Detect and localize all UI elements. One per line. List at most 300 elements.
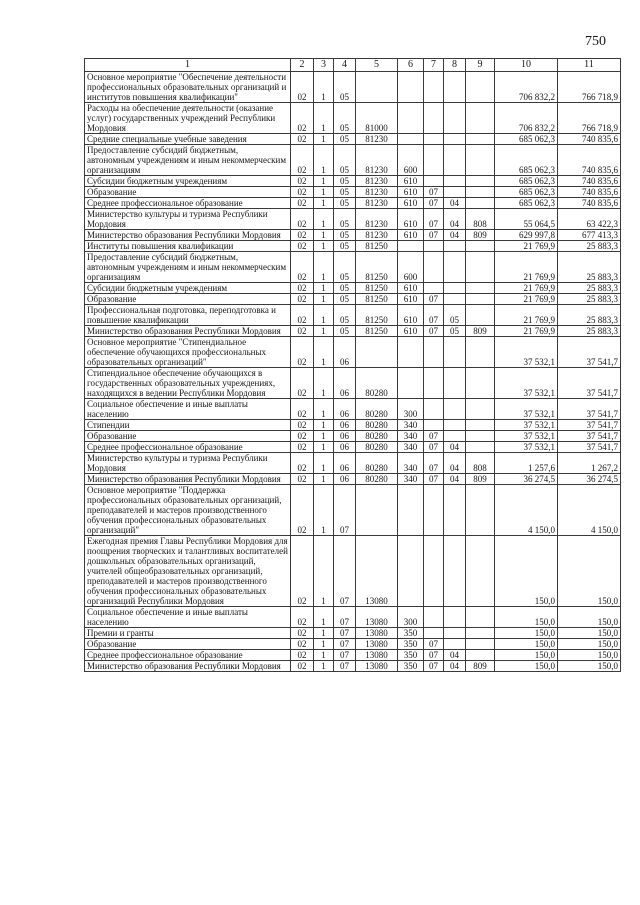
code-cell: 610 xyxy=(398,187,424,198)
code-cell: 07 xyxy=(424,431,444,442)
code-cell: 81250 xyxy=(356,252,398,283)
table-row xyxy=(85,198,621,209)
code-cell: 07 xyxy=(334,661,356,672)
table-row xyxy=(85,536,621,607)
code-cell: 1 xyxy=(314,326,334,337)
code-cell: 02 xyxy=(291,420,314,431)
amount-cell: 25 883,3 xyxy=(558,294,621,305)
code-cell: 80280 xyxy=(356,453,398,474)
amount-cell: 706 832,2 xyxy=(495,103,558,134)
table-row xyxy=(85,607,621,628)
code-cell: 809 xyxy=(466,230,495,241)
amount-cell: 37 541,7 xyxy=(558,442,621,453)
code-cell: 1 xyxy=(314,103,334,134)
amount-cell: 685 062,3 xyxy=(495,198,558,209)
amount-cell: 685 062,3 xyxy=(495,134,558,145)
code-cell: 81230 xyxy=(356,198,398,209)
row-name: Субсидии бюджетным учреждениям xyxy=(85,283,291,294)
code-cell: 1 xyxy=(314,241,334,252)
code-cell: 1 xyxy=(314,337,334,368)
table-row xyxy=(85,420,621,431)
table-row xyxy=(85,442,621,453)
code-cell xyxy=(444,485,466,536)
code-cell: 1 xyxy=(314,474,334,485)
table-row xyxy=(85,326,621,337)
code-cell: 80280 xyxy=(356,474,398,485)
code-cell: 610 xyxy=(398,209,424,230)
code-cell xyxy=(424,145,444,176)
code-cell: 600 xyxy=(398,252,424,283)
table-row xyxy=(85,485,621,536)
code-cell xyxy=(466,442,495,453)
code-cell: 1 xyxy=(314,661,334,672)
code-cell: 02 xyxy=(291,650,314,661)
code-cell: 07 xyxy=(424,294,444,305)
code-cell xyxy=(466,420,495,431)
column-header: 8 xyxy=(444,59,466,72)
table-row xyxy=(85,176,621,187)
code-cell: 610 xyxy=(398,198,424,209)
amount-cell: 150,0 xyxy=(558,639,621,650)
amount-cell: 37 532,1 xyxy=(495,442,558,453)
table-row xyxy=(85,368,621,399)
code-cell xyxy=(466,145,495,176)
amount-cell: 21 769,9 xyxy=(495,241,558,252)
code-cell: 81230 xyxy=(356,134,398,145)
code-cell: 05 xyxy=(334,187,356,198)
table-row xyxy=(85,453,621,474)
table-row xyxy=(85,145,621,176)
code-cell: 07 xyxy=(334,628,356,639)
code-cell: 02 xyxy=(291,103,314,134)
code-cell xyxy=(398,337,424,368)
code-cell: 02 xyxy=(291,198,314,209)
code-cell xyxy=(444,294,466,305)
amount-cell: 63 422,3 xyxy=(558,209,621,230)
amount-cell: 37 541,7 xyxy=(558,337,621,368)
code-cell xyxy=(444,420,466,431)
column-header: 3 xyxy=(314,59,334,72)
code-cell: 81230 xyxy=(356,209,398,230)
code-cell xyxy=(398,241,424,252)
amount-cell: 4 150,0 xyxy=(495,485,558,536)
row-name: Премии и гранты xyxy=(85,628,291,639)
code-cell: 81230 xyxy=(356,145,398,176)
code-cell: 81250 xyxy=(356,305,398,326)
column-header: 11 xyxy=(558,59,621,72)
code-cell: 1 xyxy=(314,420,334,431)
code-cell: 07 xyxy=(424,187,444,198)
code-cell xyxy=(398,103,424,134)
code-cell xyxy=(444,607,466,628)
code-cell xyxy=(466,536,495,607)
page-number: 750 xyxy=(585,34,606,49)
code-cell xyxy=(398,72,424,103)
table-row xyxy=(85,230,621,241)
code-cell: 06 xyxy=(334,453,356,474)
code-cell: 07 xyxy=(424,198,444,209)
row-name: Предоставление субсидий бюджетным, автономным учреждениям и иным некоммерческим организациям xyxy=(85,145,291,176)
code-cell xyxy=(444,103,466,134)
code-cell: 81250 xyxy=(356,294,398,305)
code-cell: 1 xyxy=(314,536,334,607)
amount-cell: 740 835,6 xyxy=(558,198,621,209)
code-cell xyxy=(466,607,495,628)
code-cell xyxy=(444,72,466,103)
code-cell: 05 xyxy=(444,305,466,326)
code-cell: 1 xyxy=(314,368,334,399)
code-cell: 07 xyxy=(424,650,444,661)
code-cell xyxy=(466,72,495,103)
amount-cell: 4 150,0 xyxy=(558,485,621,536)
code-cell: 07 xyxy=(424,474,444,485)
amount-cell: 150,0 xyxy=(558,661,621,672)
amount-cell: 21 769,9 xyxy=(495,252,558,283)
code-cell: 02 xyxy=(291,431,314,442)
amount-cell: 685 062,3 xyxy=(495,145,558,176)
code-cell: 07 xyxy=(424,209,444,230)
table-row xyxy=(85,209,621,230)
code-cell xyxy=(424,72,444,103)
code-cell xyxy=(424,241,444,252)
code-cell: 02 xyxy=(291,230,314,241)
code-cell: 1 xyxy=(314,134,334,145)
amount-cell: 629 997,8 xyxy=(495,230,558,241)
column-header: 9 xyxy=(466,59,495,72)
code-cell: 05 xyxy=(444,326,466,337)
table-row xyxy=(85,241,621,252)
code-cell xyxy=(424,337,444,368)
code-cell: 05 xyxy=(334,145,356,176)
table-row xyxy=(85,187,621,198)
table-row xyxy=(85,72,621,103)
code-cell: 808 xyxy=(466,453,495,474)
code-cell: 340 xyxy=(398,474,424,485)
code-cell xyxy=(444,399,466,420)
amount-cell: 36 274,5 xyxy=(495,474,558,485)
code-cell: 300 xyxy=(398,399,424,420)
amount-cell: 37 532,1 xyxy=(495,368,558,399)
code-cell: 1 xyxy=(314,639,334,650)
code-cell: 07 xyxy=(334,607,356,628)
row-name: Стипендиальное обеспечение обучающихся в государственных образовательных учреждениях, находящихся в ведении Республики Мордовия xyxy=(85,368,291,399)
code-cell xyxy=(424,283,444,294)
amount-cell: 25 883,3 xyxy=(558,326,621,337)
amount-cell: 150,0 xyxy=(558,607,621,628)
code-cell: 02 xyxy=(291,283,314,294)
code-cell: 06 xyxy=(334,474,356,485)
amount-cell: 150,0 xyxy=(558,650,621,661)
table-row xyxy=(85,252,621,283)
row-name: Министерство образования Республики Мордовия xyxy=(85,474,291,485)
code-cell xyxy=(424,399,444,420)
amount-cell: 685 062,3 xyxy=(495,176,558,187)
code-cell: 02 xyxy=(291,145,314,176)
header-row xyxy=(85,59,621,72)
code-cell xyxy=(444,241,466,252)
amount-cell: 25 883,3 xyxy=(558,305,621,326)
code-cell: 809 xyxy=(466,661,495,672)
code-cell xyxy=(466,134,495,145)
table-row xyxy=(85,103,621,134)
table-row xyxy=(85,650,621,661)
budget-table xyxy=(84,58,621,672)
row-name: Предоставление субсидий бюджетным, автономным учреждениям и иным некоммерческим организациям xyxy=(85,252,291,283)
code-cell xyxy=(444,187,466,198)
code-cell: 06 xyxy=(334,431,356,442)
code-cell: 02 xyxy=(291,252,314,283)
code-cell: 05 xyxy=(334,209,356,230)
amount-cell: 25 883,3 xyxy=(558,252,621,283)
row-name: Ежегодная премия Главы Республики Мордовия для поощрения творческих и талантливых воспитателей дошкольных образовательных организаций, учителей общеобразовательных организаций, преподавателей и мастеров производственного обучения профессиональных образовательных организаций Республики Мордовия xyxy=(85,536,291,607)
code-cell xyxy=(466,650,495,661)
code-cell xyxy=(466,241,495,252)
amount-cell: 21 769,9 xyxy=(495,305,558,326)
amount-cell: 1 257,6 xyxy=(495,453,558,474)
code-cell: 610 xyxy=(398,305,424,326)
code-cell: 05 xyxy=(334,241,356,252)
code-cell: 02 xyxy=(291,639,314,650)
code-cell: 1 xyxy=(314,198,334,209)
code-cell: 13080 xyxy=(356,536,398,607)
amount-cell: 37 541,7 xyxy=(558,431,621,442)
table-row xyxy=(85,283,621,294)
code-cell xyxy=(466,198,495,209)
code-cell xyxy=(444,134,466,145)
code-cell: 1 xyxy=(314,230,334,241)
column-header: 10 xyxy=(495,59,558,72)
amount-cell: 21 769,9 xyxy=(495,326,558,337)
code-cell: 05 xyxy=(334,72,356,103)
code-cell: 1 xyxy=(314,72,334,103)
row-name: Министерство культуры и туризма Республики Мордовия xyxy=(85,453,291,474)
code-cell xyxy=(466,305,495,326)
code-cell: 05 xyxy=(334,103,356,134)
code-cell xyxy=(356,337,398,368)
row-name: Образование xyxy=(85,294,291,305)
code-cell: 1 xyxy=(314,607,334,628)
code-cell: 02 xyxy=(291,628,314,639)
code-cell xyxy=(466,294,495,305)
code-cell: 04 xyxy=(444,198,466,209)
amount-cell: 766 718,9 xyxy=(558,103,621,134)
column-header: 7 xyxy=(424,59,444,72)
amount-cell: 706 832,2 xyxy=(495,72,558,103)
code-cell: 610 xyxy=(398,283,424,294)
amount-cell: 740 835,6 xyxy=(558,145,621,176)
code-cell xyxy=(424,176,444,187)
code-cell xyxy=(466,337,495,368)
table-row xyxy=(85,294,621,305)
amount-cell: 37 532,1 xyxy=(495,431,558,442)
code-cell: 80280 xyxy=(356,368,398,399)
code-cell: 04 xyxy=(444,230,466,241)
code-cell: 02 xyxy=(291,187,314,198)
amount-cell: 1 267,2 xyxy=(558,453,621,474)
code-cell xyxy=(444,431,466,442)
code-cell: 07 xyxy=(424,639,444,650)
code-cell xyxy=(424,252,444,283)
code-cell: 610 xyxy=(398,294,424,305)
amount-cell: 766 718,9 xyxy=(558,72,621,103)
code-cell: 1 xyxy=(314,145,334,176)
amount-cell: 21 769,9 xyxy=(495,283,558,294)
code-cell: 350 xyxy=(398,661,424,672)
code-cell: 600 xyxy=(398,145,424,176)
code-cell: 02 xyxy=(291,536,314,607)
code-cell: 05 xyxy=(334,326,356,337)
code-cell xyxy=(466,368,495,399)
code-cell: 06 xyxy=(334,442,356,453)
code-cell: 1 xyxy=(314,294,334,305)
amount-cell: 150,0 xyxy=(495,628,558,639)
code-cell xyxy=(444,337,466,368)
code-cell: 07 xyxy=(424,442,444,453)
code-cell xyxy=(356,485,398,536)
code-cell xyxy=(424,103,444,134)
code-cell: 1 xyxy=(314,431,334,442)
code-cell: 80280 xyxy=(356,431,398,442)
row-name: Министерство культуры и туризма Республики Мордовия xyxy=(85,209,291,230)
row-name: Средние специальные учебные заведения xyxy=(85,134,291,145)
code-cell: 1 xyxy=(314,650,334,661)
amount-cell: 685 062,3 xyxy=(495,187,558,198)
code-cell: 13080 xyxy=(356,628,398,639)
code-cell: 80280 xyxy=(356,420,398,431)
code-cell: 1 xyxy=(314,305,334,326)
column-header: 1 xyxy=(85,59,291,72)
code-cell: 350 xyxy=(398,639,424,650)
code-cell xyxy=(466,252,495,283)
code-cell: 07 xyxy=(424,230,444,241)
code-cell: 05 xyxy=(334,134,356,145)
code-cell: 1 xyxy=(314,453,334,474)
code-cell: 610 xyxy=(398,176,424,187)
code-cell: 808 xyxy=(466,209,495,230)
amount-cell: 36 274,5 xyxy=(558,474,621,485)
code-cell xyxy=(398,368,424,399)
amount-cell: 150,0 xyxy=(558,628,621,639)
code-cell xyxy=(398,134,424,145)
row-name: Среднее профессиональное образование xyxy=(85,650,291,661)
code-cell: 05 xyxy=(334,305,356,326)
row-name: Институты повышения квалификации xyxy=(85,241,291,252)
amount-cell: 150,0 xyxy=(495,639,558,650)
code-cell xyxy=(466,431,495,442)
code-cell: 1 xyxy=(314,283,334,294)
amount-cell: 740 835,6 xyxy=(558,134,621,145)
code-cell: 02 xyxy=(291,326,314,337)
table-row xyxy=(85,639,621,650)
code-cell xyxy=(466,187,495,198)
code-cell: 02 xyxy=(291,442,314,453)
code-cell: 02 xyxy=(291,294,314,305)
code-cell: 81230 xyxy=(356,176,398,187)
code-cell: 05 xyxy=(334,198,356,209)
code-cell: 05 xyxy=(334,294,356,305)
amount-cell: 37 532,1 xyxy=(495,399,558,420)
amount-cell: 37 541,7 xyxy=(558,368,621,399)
code-cell xyxy=(424,536,444,607)
code-cell xyxy=(424,607,444,628)
code-cell: 1 xyxy=(314,442,334,453)
code-cell: 1 xyxy=(314,176,334,187)
code-cell: 02 xyxy=(291,209,314,230)
code-cell xyxy=(444,145,466,176)
amount-cell: 37 532,1 xyxy=(495,420,558,431)
code-cell: 13080 xyxy=(356,639,398,650)
code-cell: 340 xyxy=(398,431,424,442)
table-row xyxy=(85,134,621,145)
code-cell: 02 xyxy=(291,399,314,420)
code-cell xyxy=(466,399,495,420)
row-name: Среднее профессиональное образование xyxy=(85,442,291,453)
code-cell xyxy=(444,639,466,650)
code-cell xyxy=(424,420,444,431)
amount-cell: 37 541,7 xyxy=(558,420,621,431)
code-cell xyxy=(424,485,444,536)
code-cell: 81250 xyxy=(356,283,398,294)
code-cell: 1 xyxy=(314,252,334,283)
row-name: Стипендии xyxy=(85,420,291,431)
code-cell: 07 xyxy=(334,536,356,607)
row-name: Расходы на обеспечение деятельности (оказание услуг) государственных учреждений Республики Мордовия xyxy=(85,103,291,134)
amount-cell: 37 532,1 xyxy=(495,337,558,368)
code-cell: 350 xyxy=(398,650,424,661)
row-name: Министерство образования Республики Мордовия xyxy=(85,661,291,672)
amount-cell: 740 835,6 xyxy=(558,187,621,198)
row-name: Социальное обеспечение и иные выплаты населению xyxy=(85,607,291,628)
row-name: Профессиональная подготовка, переподготовка и повышение квалификации xyxy=(85,305,291,326)
table-header xyxy=(85,59,621,72)
code-cell xyxy=(424,134,444,145)
code-cell: 02 xyxy=(291,474,314,485)
table-row xyxy=(85,305,621,326)
table-row xyxy=(85,337,621,368)
code-cell xyxy=(424,628,444,639)
code-cell: 81000 xyxy=(356,103,398,134)
code-cell: 81250 xyxy=(356,241,398,252)
code-cell: 02 xyxy=(291,485,314,536)
code-cell: 340 xyxy=(398,420,424,431)
code-cell: 07 xyxy=(334,485,356,536)
code-cell: 02 xyxy=(291,241,314,252)
code-cell: 02 xyxy=(291,176,314,187)
code-cell: 06 xyxy=(334,337,356,368)
code-cell: 1 xyxy=(314,187,334,198)
code-cell: 04 xyxy=(444,650,466,661)
amount-cell: 677 413,3 xyxy=(558,230,621,241)
amount-cell: 37 541,7 xyxy=(558,399,621,420)
row-name: Образование xyxy=(85,431,291,442)
code-cell: 02 xyxy=(291,453,314,474)
code-cell: 02 xyxy=(291,607,314,628)
table-row xyxy=(85,628,621,639)
code-cell: 07 xyxy=(334,650,356,661)
code-cell: 13080 xyxy=(356,607,398,628)
code-cell xyxy=(444,252,466,283)
code-cell: 340 xyxy=(398,453,424,474)
code-cell: 04 xyxy=(444,453,466,474)
table-row xyxy=(85,399,621,420)
code-cell xyxy=(444,283,466,294)
code-cell: 1 xyxy=(314,209,334,230)
code-cell xyxy=(356,72,398,103)
code-cell: 1 xyxy=(314,399,334,420)
code-cell: 300 xyxy=(398,607,424,628)
code-cell: 07 xyxy=(424,453,444,474)
code-cell: 80280 xyxy=(356,399,398,420)
